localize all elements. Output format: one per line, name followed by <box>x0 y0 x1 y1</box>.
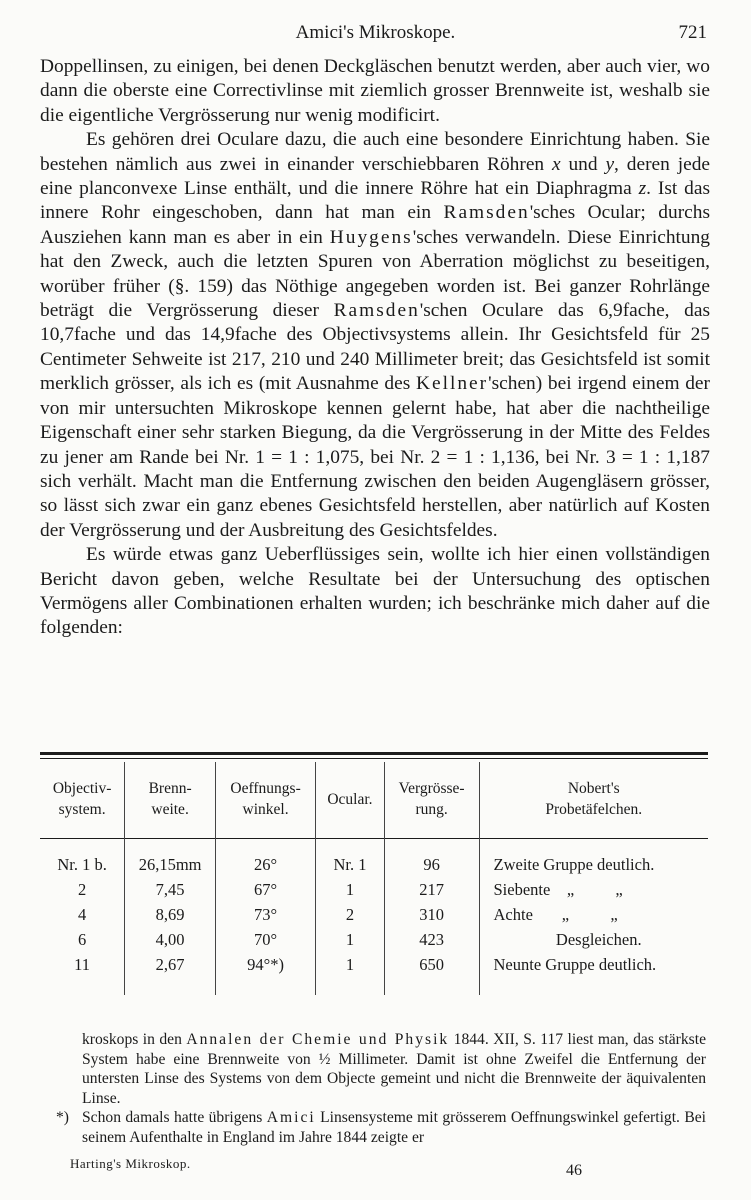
text-segment: z <box>638 178 647 200</box>
table-cell: 70° <box>215 927 315 952</box>
table-top-rule-thin <box>40 758 708 759</box>
table-cell: 423 <box>384 927 479 952</box>
results-table <box>40 762 708 995</box>
text-segment: y <box>605 153 615 175</box>
text-segment: und <box>560 153 606 175</box>
table-row <box>40 952 708 995</box>
text-segment: 'sches verwandeln. Diese Einrichtung hat den Zweck, auch die letzten Spuren von Aberration möglichst zu beseitigen, worüber früher (§. 159) das Nöthige angegeben worden ist. Bei ganzer Rohrlänge beträgt die Vergrösserung dieser <box>40 226 710 322</box>
text-segment: Kellner <box>415 373 489 395</box>
sheet-number: 46 <box>566 1162 582 1179</box>
table-cell: 2 <box>316 902 385 927</box>
table-cell: 26,15mm <box>125 836 216 877</box>
table-cell: Nr. 1 b. <box>57 854 107 874</box>
paragraph <box>40 128 710 543</box>
table-cell: 94°*) <box>215 952 315 995</box>
table-cell: 8,69 <box>125 902 216 927</box>
table-row <box>40 877 708 902</box>
table-cell: Siebente „ „ <box>479 877 708 902</box>
text-segment: Schon damals hatte übrigens <box>82 1109 267 1126</box>
table-cell: 650 <box>384 952 479 995</box>
table-cell: 11 <box>74 954 91 974</box>
page-number: 721 <box>678 22 707 43</box>
text-segment: , deren jede eine planconvexe Linse enthält, und die innere Röhre hat ein Diaphragma <box>40 153 710 200</box>
table-cell: 7,45 <box>125 877 216 902</box>
table-cell: 4 <box>77 904 87 924</box>
table-row <box>40 927 708 952</box>
signature-mark: Harting's Mikroskop. <box>70 1156 191 1171</box>
table-cell: 67° <box>215 877 315 902</box>
main-text <box>40 55 710 641</box>
text-segment: 'schen Oculare das 6,9fache, das 10,7fache und das 14,9fache des Objectivsystems allein. Ihr Gesichtsfeld für 25 Centimeter Sehweite ist 217, 210 und 240 Millimeter breit; das Gesichtsfeld ist somit merklich grösser, als ich es (mit Ausnahme des <box>40 300 710 395</box>
column-header: Oeffnungs- winkel. <box>215 762 315 836</box>
table-header-row <box>40 762 708 836</box>
table-cell: 217 <box>384 877 479 902</box>
column-header: Vergrösse- rung. <box>384 762 479 836</box>
table-cell: 1 <box>316 927 385 952</box>
text-segment: Es gehören drei Oculare dazu, die auch eine besondere Einrichtung haben. Sie bestehen nämlich aus zwei in einander verschiebbaren Röhren <box>40 129 710 175</box>
table-cell: Neunte Gruppe deutlich. <box>479 952 708 995</box>
column-header: Brenn- weite. <box>125 762 216 836</box>
table-cell: 310 <box>384 902 479 927</box>
text-segment: 1844. XII, S. 117 liest man, das stärkste System habe eine Brennweite von ½ Millimeter. Damit ist ohne Zweifel die Entfernung der untersten Linse des Systems von dem Objecte gemeint und nicht die Brennweite der äquivalenten Linse. <box>82 1031 706 1107</box>
table-row <box>40 836 708 877</box>
text-segment: 'schen) bei irgend einem der von mir untersuchten Mikroskope kennen gelernt habe, hat aber die nachtheilige Eigenschaft einer sehr starken Biegung, da die Vergrösserung in der Mitte des Feldes zu jener am Rande bei Nr. 1 = 1 : 1,075, bei Nr. 2 = 1 : 1,136, bei Nr. 3 = 1 : 1,187 sich verhält. Macht man die Entfernung zwischen den beiden Augengläsern grösser, so lässt sich zwar ein ganz ebenes Gesichtsfeld herstellen, aber natürlich auf Kosten der Vergrösserung und der Ausbreitung des Gesichtsfeldes. <box>40 373 710 541</box>
text-segment: . Ist das innere Rohr eingeschoben, dann hat man ein <box>40 178 710 224</box>
footnotes <box>56 1030 706 1147</box>
page-header <box>0 18 751 48</box>
footnote <box>56 1108 706 1147</box>
table-cell: 73° <box>215 902 315 927</box>
footnote <box>82 1030 706 1108</box>
text-segment: Doppellinsen, zu einigen, bei denen Deckgläschen benutzt werden, aber auch vier, wo dann die oberste eine Correctivlinse mit ziemlich grosser Brennweite ist, weshalb sie die eigentliche Vergrösserung nur wenig modificirt. <box>40 56 710 126</box>
text-segment: Linsensysteme mit grösserem Oeffnungswinkel gefertigt. Bei seinem Aufenthalte in England im Jahre 1844 zeigte er <box>82 1109 706 1146</box>
table-row <box>40 902 708 927</box>
text-segment: Huygens <box>329 226 413 248</box>
table-cell: 96 <box>384 836 479 877</box>
paragraph <box>40 55 710 128</box>
column-header: Ocular. <box>316 762 385 836</box>
table-cell: Nr. 1 <box>316 836 385 877</box>
table-body <box>40 836 708 995</box>
table-cell: 2,67 <box>125 952 216 995</box>
table-cell: 1 <box>316 952 385 995</box>
table-cell: Desgleichen. <box>479 927 708 952</box>
text-segment: kroskops in den <box>82 1031 187 1048</box>
column-header: Objectiv- system. <box>52 780 112 818</box>
footnote-mark: *) <box>56 1109 69 1126</box>
text-segment: Ramsden <box>333 300 420 322</box>
table-cell: Zweite Gruppe deutlich. <box>479 836 708 877</box>
column-header: Nobert's Probetäfelchen. <box>479 762 708 836</box>
table-cell: Achte „ „ <box>479 902 708 927</box>
text-segment: Amici <box>266 1109 316 1126</box>
text-segment: Es würde etwas ganz Ueberflüssiges sein, wollte ich hier einen vollständigen Bericht davon geben, welche Resultate bei der Untersuchung des optischen Vermögens aller Combinationen erhalten wurden; ich beschränke mich daher auf die folgenden: <box>40 544 710 639</box>
paragraph <box>40 543 710 641</box>
table-cell: 4,00 <box>125 927 216 952</box>
table-cell: 1 <box>316 877 385 902</box>
text-segment: x <box>552 153 561 175</box>
table-top-rule <box>40 752 708 755</box>
table-cell: 2 <box>77 879 87 899</box>
text-segment: Ramsden <box>443 202 530 224</box>
text-segment: 'sches Ocular; durchs Ausziehen kann man es aber in ein <box>40 202 711 248</box>
running-title: Amici's Mikroskope. <box>295 22 456 43</box>
table-cell: 26° <box>215 836 315 877</box>
text-segment: Annalen der Chemie und Physik <box>186 1031 450 1048</box>
table-cell: 6 <box>77 929 87 949</box>
